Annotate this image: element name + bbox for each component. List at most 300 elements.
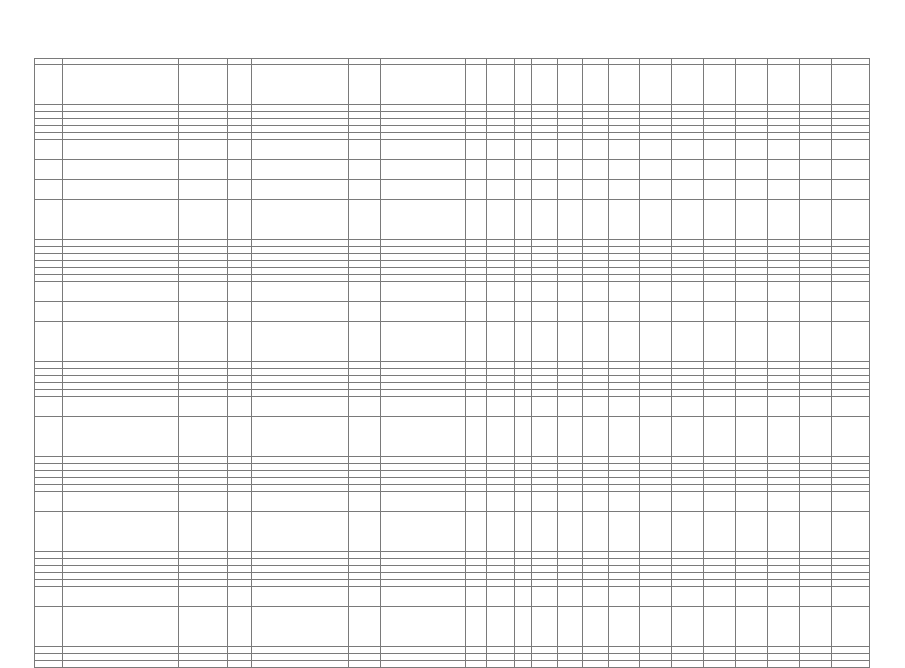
table-cell xyxy=(532,282,557,302)
table-cell xyxy=(831,464,869,471)
table-cell xyxy=(179,261,228,268)
table-cell xyxy=(704,160,736,180)
table-cell xyxy=(349,471,381,478)
table-cell xyxy=(767,180,799,200)
table-cell xyxy=(608,140,640,160)
table-cell xyxy=(532,512,557,552)
table-cell xyxy=(640,268,672,275)
table-cell xyxy=(767,261,799,268)
table-cell xyxy=(831,105,869,112)
table-cell xyxy=(179,580,228,587)
table-cell xyxy=(608,362,640,369)
table-cell xyxy=(515,180,532,200)
table-cell xyxy=(179,607,228,647)
table-cell xyxy=(35,105,63,112)
row-name-cell xyxy=(62,417,179,457)
table-cell xyxy=(251,390,349,397)
table-cell xyxy=(381,573,466,580)
table-cell xyxy=(251,661,349,668)
table-cell xyxy=(251,282,349,302)
table-cell xyxy=(35,133,63,140)
table-cell xyxy=(228,362,251,369)
table-cell xyxy=(179,105,228,112)
table-cell xyxy=(672,105,704,112)
table-cell xyxy=(35,119,63,126)
table-cell xyxy=(608,247,640,254)
table-cell xyxy=(799,275,831,282)
table-cell xyxy=(466,160,487,180)
table-cell xyxy=(799,112,831,119)
table-cell xyxy=(251,376,349,383)
table-cell xyxy=(466,254,487,261)
row-name-cell xyxy=(62,471,179,478)
table-cell xyxy=(799,65,831,105)
table-cell xyxy=(515,362,532,369)
table-cell xyxy=(608,397,640,417)
table-cell xyxy=(466,261,487,268)
table-cell xyxy=(532,580,557,587)
table-cell xyxy=(735,383,767,390)
table-cell xyxy=(672,464,704,471)
table-cell xyxy=(532,587,557,607)
table-cell xyxy=(515,457,532,464)
table-cell xyxy=(583,471,608,478)
table-cell xyxy=(179,512,228,552)
table-cell xyxy=(228,478,251,485)
table-cell xyxy=(799,417,831,457)
table-cell xyxy=(831,376,869,383)
table-cell xyxy=(767,369,799,376)
table-cell xyxy=(704,383,736,390)
table-cell xyxy=(381,282,466,302)
table-cell xyxy=(557,573,582,580)
table-cell xyxy=(608,587,640,607)
table-cell xyxy=(557,566,582,573)
table-cell xyxy=(532,369,557,376)
table-cell xyxy=(35,126,63,133)
table-cell xyxy=(466,112,487,119)
table-cell xyxy=(640,240,672,247)
table-cell xyxy=(487,126,515,133)
table-cell xyxy=(767,397,799,417)
table-cell xyxy=(704,133,736,140)
table-cell xyxy=(831,240,869,247)
table-cell xyxy=(704,647,736,654)
table-cell xyxy=(799,322,831,362)
table-cell xyxy=(704,200,736,240)
table-cell xyxy=(179,65,228,105)
table-row-indicator xyxy=(35,492,870,512)
table-cell xyxy=(487,140,515,160)
table-cell xyxy=(35,369,63,376)
table-cell xyxy=(179,180,228,200)
table-cell xyxy=(704,397,736,417)
table-cell xyxy=(831,261,869,268)
table-cell xyxy=(557,133,582,140)
table-cell xyxy=(799,180,831,200)
table-cell xyxy=(583,397,608,417)
table-cell xyxy=(487,362,515,369)
table-cell xyxy=(735,647,767,654)
row-name-cell xyxy=(62,369,179,376)
table-cell xyxy=(487,160,515,180)
table-cell xyxy=(557,180,582,200)
table-cell xyxy=(179,654,228,661)
table-cell xyxy=(487,180,515,200)
table-cell xyxy=(532,126,557,133)
table-cell xyxy=(381,464,466,471)
table-cell xyxy=(35,647,63,654)
table-cell xyxy=(557,383,582,390)
table-row-project xyxy=(35,607,870,647)
table-cell xyxy=(672,247,704,254)
table-cell xyxy=(532,471,557,478)
table-cell xyxy=(515,383,532,390)
table-cell xyxy=(704,261,736,268)
table-cell xyxy=(799,133,831,140)
table-cell xyxy=(557,457,582,464)
table-cell xyxy=(35,160,63,180)
table-cell xyxy=(583,492,608,512)
table-cell xyxy=(251,654,349,661)
table-cell xyxy=(532,140,557,160)
table-cell xyxy=(831,492,869,512)
table-cell xyxy=(557,397,582,417)
table-cell xyxy=(515,492,532,512)
table-cell xyxy=(704,478,736,485)
table-cell xyxy=(831,566,869,573)
table-cell xyxy=(735,247,767,254)
table-cell xyxy=(515,254,532,261)
row-name-cell xyxy=(62,661,179,668)
table-cell xyxy=(515,133,532,140)
table-row-line xyxy=(35,580,870,587)
table-cell xyxy=(381,471,466,478)
table-cell xyxy=(251,580,349,587)
table-cell xyxy=(583,464,608,471)
table-cell xyxy=(487,397,515,417)
table-cell xyxy=(583,133,608,140)
table-cell xyxy=(608,119,640,126)
table-cell xyxy=(532,485,557,492)
table-cell xyxy=(640,552,672,559)
table-cell xyxy=(532,261,557,268)
table-cell xyxy=(179,200,228,240)
table-cell xyxy=(349,268,381,275)
table-cell xyxy=(557,126,582,133)
table-cell xyxy=(799,478,831,485)
table-cell xyxy=(228,647,251,654)
table-cell xyxy=(532,105,557,112)
table-cell xyxy=(251,369,349,376)
table-cell xyxy=(767,133,799,140)
table-cell xyxy=(557,654,582,661)
table-cell xyxy=(640,254,672,261)
table-cell xyxy=(228,587,251,607)
table-cell xyxy=(349,322,381,362)
table-cell xyxy=(799,160,831,180)
table-cell xyxy=(831,160,869,180)
table-cell xyxy=(672,397,704,417)
table-cell xyxy=(672,362,704,369)
table-cell xyxy=(672,417,704,457)
table-cell xyxy=(487,566,515,573)
table-cell xyxy=(640,362,672,369)
table-cell xyxy=(466,607,487,647)
table-cell xyxy=(381,180,466,200)
table-cell xyxy=(381,485,466,492)
table-cell xyxy=(179,160,228,180)
table-cell xyxy=(640,65,672,105)
table-cell xyxy=(583,369,608,376)
table-cell xyxy=(831,580,869,587)
table-cell xyxy=(349,397,381,417)
table-cell xyxy=(381,580,466,587)
table-cell xyxy=(735,140,767,160)
table-cell xyxy=(228,254,251,261)
table-cell xyxy=(735,573,767,580)
table-cell xyxy=(532,661,557,668)
table-cell xyxy=(228,282,251,302)
table-cell xyxy=(466,126,487,133)
table-cell xyxy=(35,566,63,573)
table-row-indicator xyxy=(35,160,870,180)
table-cell xyxy=(35,485,63,492)
table-cell xyxy=(704,112,736,119)
table-cell xyxy=(640,457,672,464)
row-name-cell xyxy=(62,647,179,654)
table-cell xyxy=(608,580,640,587)
table-cell xyxy=(381,376,466,383)
table-cell xyxy=(179,478,228,485)
table-cell xyxy=(179,573,228,580)
table-cell xyxy=(767,566,799,573)
table-cell xyxy=(532,559,557,566)
table-cell xyxy=(672,369,704,376)
table-cell xyxy=(831,457,869,464)
table-cell xyxy=(515,587,532,607)
table-cell xyxy=(557,580,582,587)
table-cell xyxy=(381,119,466,126)
table-cell xyxy=(704,471,736,478)
table-cell xyxy=(466,376,487,383)
table-cell xyxy=(251,200,349,240)
table-row-line xyxy=(35,464,870,471)
table-cell xyxy=(251,275,349,282)
table-cell xyxy=(35,457,63,464)
table-cell xyxy=(735,126,767,133)
table-cell xyxy=(487,322,515,362)
table-cell xyxy=(515,661,532,668)
table-cell xyxy=(831,512,869,552)
table-cell xyxy=(767,464,799,471)
table-cell xyxy=(381,362,466,369)
table-cell xyxy=(487,390,515,397)
table-cell xyxy=(515,376,532,383)
table-cell xyxy=(228,552,251,559)
table-cell xyxy=(831,478,869,485)
table-cell xyxy=(487,587,515,607)
table-row-line xyxy=(35,485,870,492)
table-cell xyxy=(557,247,582,254)
table-cell xyxy=(466,478,487,485)
table-cell xyxy=(35,180,63,200)
table-cell xyxy=(767,376,799,383)
table-cell xyxy=(532,457,557,464)
table-cell xyxy=(515,478,532,485)
table-cell xyxy=(515,417,532,457)
table-cell xyxy=(799,105,831,112)
table-cell xyxy=(767,126,799,133)
table-cell xyxy=(735,362,767,369)
table-cell xyxy=(35,140,63,160)
table-cell xyxy=(640,464,672,471)
table-cell xyxy=(767,471,799,478)
row-name-cell xyxy=(62,160,179,180)
table-cell xyxy=(179,240,228,247)
table-cell xyxy=(704,492,736,512)
table-cell xyxy=(672,261,704,268)
table-cell xyxy=(735,261,767,268)
table-cell xyxy=(735,268,767,275)
table-cell xyxy=(767,322,799,362)
table-cell xyxy=(735,160,767,180)
row-name-cell xyxy=(62,587,179,607)
table-cell xyxy=(381,105,466,112)
table-cell xyxy=(704,119,736,126)
table-cell xyxy=(179,282,228,302)
table-cell xyxy=(735,119,767,126)
table-cell xyxy=(557,160,582,180)
table-cell xyxy=(640,580,672,587)
table-cell xyxy=(557,417,582,457)
table-cell xyxy=(672,566,704,573)
table-cell xyxy=(583,247,608,254)
table-cell xyxy=(35,247,63,254)
table-cell xyxy=(228,573,251,580)
table-cell xyxy=(799,654,831,661)
table-cell xyxy=(487,247,515,254)
table-cell xyxy=(640,160,672,180)
table-cell xyxy=(349,457,381,464)
table-cell xyxy=(557,464,582,471)
table-cell xyxy=(179,397,228,417)
table-row-line xyxy=(35,261,870,268)
row-name-cell xyxy=(62,580,179,587)
table-cell xyxy=(515,275,532,282)
table-cell xyxy=(799,254,831,261)
table-row-line xyxy=(35,240,870,247)
table-cell xyxy=(640,485,672,492)
table-cell xyxy=(35,112,63,119)
table-cell xyxy=(228,580,251,587)
table-cell xyxy=(672,512,704,552)
table-cell xyxy=(767,647,799,654)
table-cell xyxy=(35,464,63,471)
table-row-line xyxy=(35,478,870,485)
table-cell xyxy=(251,573,349,580)
table-cell xyxy=(349,559,381,566)
table-cell xyxy=(767,559,799,566)
table-cell xyxy=(349,383,381,390)
table-cell xyxy=(799,126,831,133)
table-cell xyxy=(349,247,381,254)
table-cell xyxy=(557,200,582,240)
table-cell xyxy=(532,607,557,647)
table-cell xyxy=(799,647,831,654)
table-cell xyxy=(640,180,672,200)
table-cell xyxy=(608,417,640,457)
table-cell xyxy=(251,140,349,160)
table-cell xyxy=(767,661,799,668)
table-cell xyxy=(557,559,582,566)
table-cell xyxy=(799,464,831,471)
table-cell xyxy=(179,471,228,478)
table-cell xyxy=(767,200,799,240)
table-cell xyxy=(735,302,767,322)
table-cell xyxy=(831,268,869,275)
row-name-cell xyxy=(62,492,179,512)
table-cell xyxy=(831,587,869,607)
row-name-cell xyxy=(62,552,179,559)
table-cell xyxy=(672,587,704,607)
table-cell xyxy=(799,566,831,573)
table-cell xyxy=(466,282,487,302)
table-cell xyxy=(557,369,582,376)
table-cell xyxy=(557,140,582,160)
table-cell xyxy=(349,180,381,200)
table-cell xyxy=(640,200,672,240)
table-cell xyxy=(466,471,487,478)
table-cell xyxy=(831,383,869,390)
table-cell xyxy=(179,552,228,559)
table-cell xyxy=(349,65,381,105)
table-cell xyxy=(672,607,704,647)
table-cell xyxy=(735,566,767,573)
table-cell xyxy=(640,607,672,647)
table-cell xyxy=(608,65,640,105)
table-cell xyxy=(532,492,557,512)
table-cell xyxy=(35,376,63,383)
table-cell xyxy=(583,105,608,112)
table-cell xyxy=(704,362,736,369)
table-cell xyxy=(349,261,381,268)
table-cell xyxy=(767,417,799,457)
table-cell xyxy=(251,383,349,390)
table-cell xyxy=(767,478,799,485)
table-cell xyxy=(515,559,532,566)
table-cell xyxy=(735,200,767,240)
table-cell xyxy=(735,478,767,485)
table-cell xyxy=(608,133,640,140)
table-cell xyxy=(35,607,63,647)
table-cell xyxy=(515,322,532,362)
table-cell xyxy=(466,268,487,275)
table-cell xyxy=(583,390,608,397)
table-row-line xyxy=(35,268,870,275)
table-cell xyxy=(228,302,251,322)
table-cell xyxy=(583,282,608,302)
table-cell xyxy=(799,397,831,417)
table-cell xyxy=(640,383,672,390)
row-name-cell xyxy=(62,268,179,275)
table-cell xyxy=(735,240,767,247)
table-cell xyxy=(532,376,557,383)
table-cell xyxy=(228,397,251,417)
table-cell xyxy=(35,390,63,397)
table-cell xyxy=(487,471,515,478)
table-cell xyxy=(228,119,251,126)
